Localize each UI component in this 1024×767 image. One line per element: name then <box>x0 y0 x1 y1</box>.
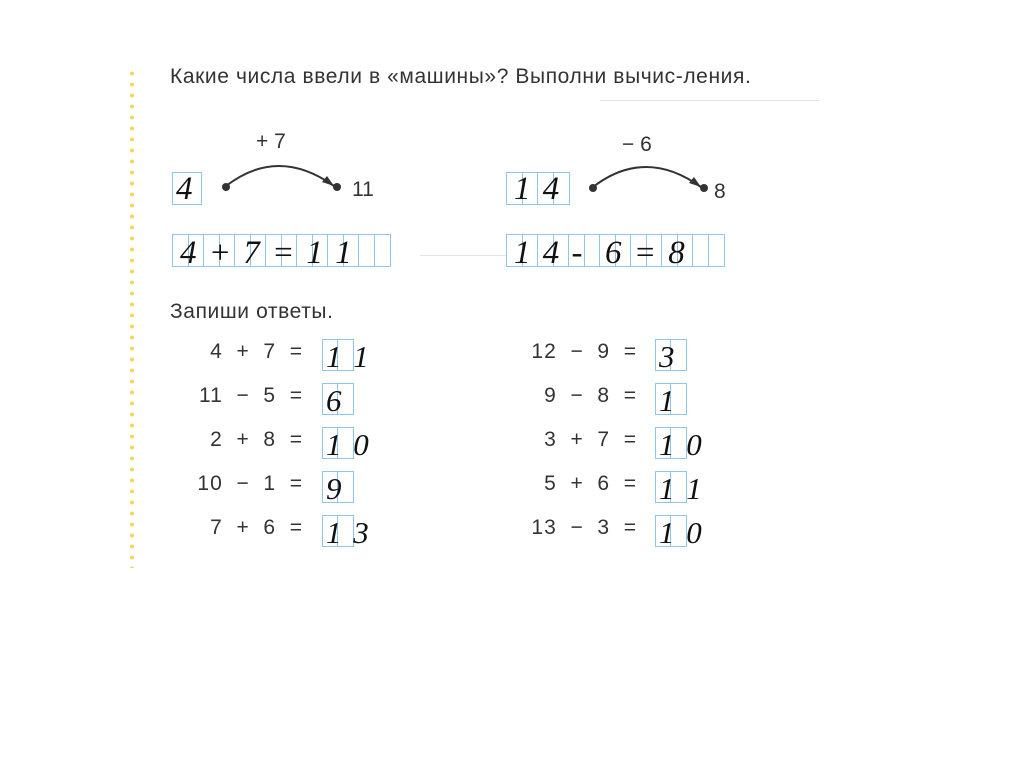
right-arrowhead <box>689 177 701 187</box>
equation-expression: 11 − 5 = <box>198 384 303 407</box>
left-input-answer: 4 <box>176 171 195 207</box>
left-end-dot <box>333 183 341 191</box>
equation-expression: 4 + 7 = <box>210 340 303 363</box>
answers-heading: Запиши ответы. <box>170 300 334 323</box>
handwritten-answer: 1 <box>659 383 677 418</box>
handwritten-answer: 6 <box>326 383 344 418</box>
handwritten-answer: 1 3 <box>326 515 371 550</box>
left-start-dot <box>222 183 230 191</box>
right-equation-answer: 1 4 - 6 = 8 <box>514 235 687 271</box>
left-arc <box>226 166 334 186</box>
task-instruction: Какие числа ввели в «машины»? Выполни вычис-ления. <box>170 65 752 88</box>
handwritten-answer: 1 1 <box>326 339 371 374</box>
right-end-dot <box>700 184 708 192</box>
left-arrowhead <box>322 176 334 186</box>
left-equation-answer: 4 + 7 = 1 1 <box>180 235 354 271</box>
handwritten-answer: 1 1 <box>659 471 704 506</box>
handwritten-answer: 1 0 <box>659 427 704 462</box>
left-result: 11 <box>352 178 374 201</box>
equation-expression: 2 + 8 = <box>210 428 303 451</box>
equation-expression: 12 − 9 = <box>531 340 637 363</box>
equation-expression: 13 − 3 = <box>531 516 637 539</box>
equation-expression: 5 + 6 = <box>544 472 637 495</box>
equation-expression: 3 + 7 = <box>544 428 637 451</box>
handwritten-answer: 1 0 <box>659 515 704 550</box>
left-operation: + 7 <box>256 130 286 153</box>
right-start-dot <box>589 184 597 192</box>
handwritten-answer: 1 0 <box>326 427 371 462</box>
right-arc <box>593 167 701 187</box>
equation-expression: 7 + 6 = <box>210 516 303 539</box>
handwritten-answer: 3 <box>659 339 677 374</box>
right-input-answer: 1 4 <box>514 171 562 207</box>
right-result: 8 <box>714 180 726 203</box>
handwritten-answer: 9 <box>326 471 344 506</box>
right-operation: − 6 <box>622 133 652 156</box>
equation-expression: 10 − 1 = <box>197 472 303 495</box>
equation-expression: 9 − 8 = <box>544 384 637 407</box>
